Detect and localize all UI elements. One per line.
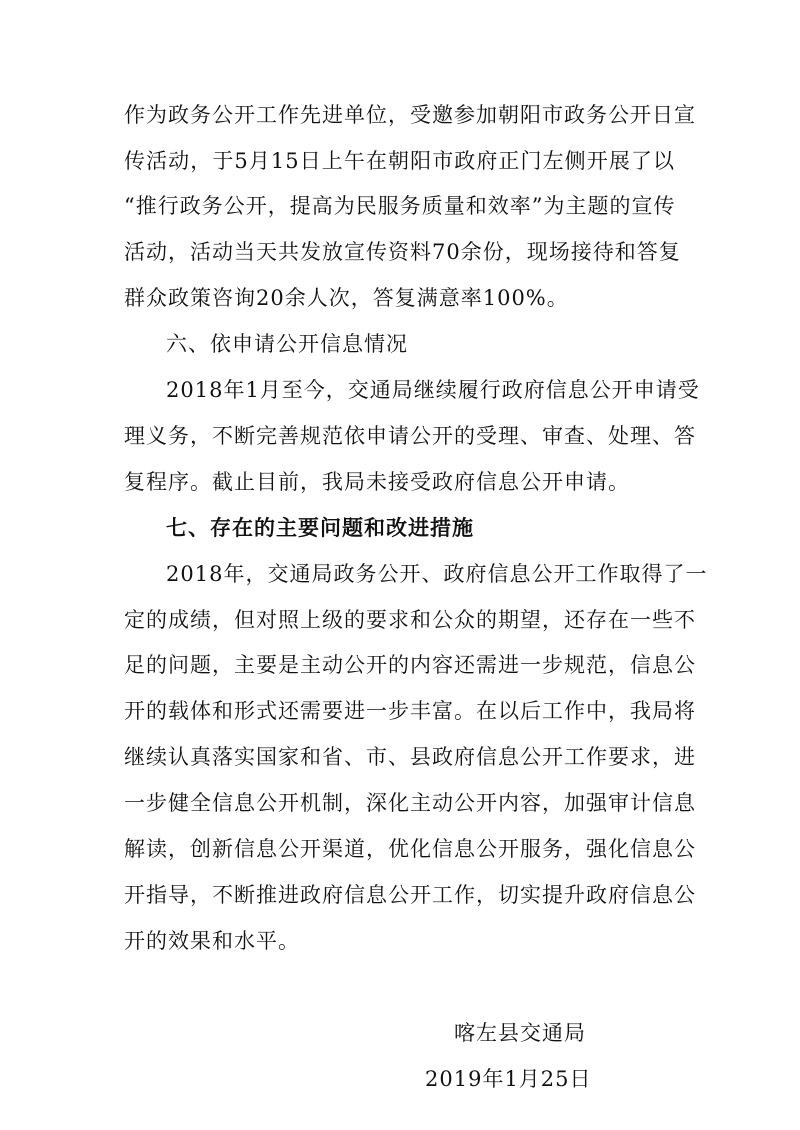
paragraph-line: “推行政务公开，提高为民服务质量和效率”为主题的宣传 [124,194,676,218]
section-heading-7: 七、存在的主要问题和改进措施 [166,516,474,540]
paragraph-line: 2018年1月至今，交通局继续履行政府信息公开申请受 [166,378,700,402]
paragraph-line: 开指导，不断推进政府信息公开工作，切实提升政府信息公 [124,883,696,907]
paragraph-line: 理义务，不断完善规范依申请公开的受理、审查、处理、答 [124,424,696,448]
paragraph-line: 开的效果和水平。 [124,929,300,953]
paragraph-line: 足的问题，主要是主动公开的内容还需进一步规范，信息公 [124,653,696,677]
paragraph-line: 活动，活动当天共发放宣传资料70余份，现场接待和答复 [124,240,681,264]
paragraph-line: 2018年，交通局政务公开、政府信息公开工作取得了一 [166,562,708,586]
paragraph-line: 群众政策咨询20余人次，答复满意率100%。 [124,286,569,310]
paragraph-line: 开的载体和形式还需要进一步丰富。在以后工作中，我局将 [124,699,696,723]
signature-date: 2019年1月25日 [425,1067,592,1091]
paragraph-line: 一步健全信息公开机制，深化主动公开内容，加强审计信息 [124,791,696,815]
signature-organization: 喀左县交通局 [454,1021,586,1045]
section-heading-6: 六、依申请公开信息情况 [166,332,408,356]
paragraph-line: 继续认真落实国家和省、市、县政府信息公开工作要求，进 [124,745,696,769]
paragraph-line: 解读，创新信息公开渠道，优化信息公开服务，强化信息公 [124,837,696,861]
paragraph-line: 作为政务公开工作先进单位，受邀参加朝阳市政务公开日宣 [124,103,696,127]
paragraph-line: 复程序。截止目前，我局未接受政府信息公开申请。 [124,470,630,494]
paragraph-line: 传活动，于5月15日上午在朝阳市政府正门左侧开展了以 [124,149,675,173]
paragraph-line: 定的成绩，但对照上级的要求和公众的期望，还存在一些不 [124,608,696,632]
